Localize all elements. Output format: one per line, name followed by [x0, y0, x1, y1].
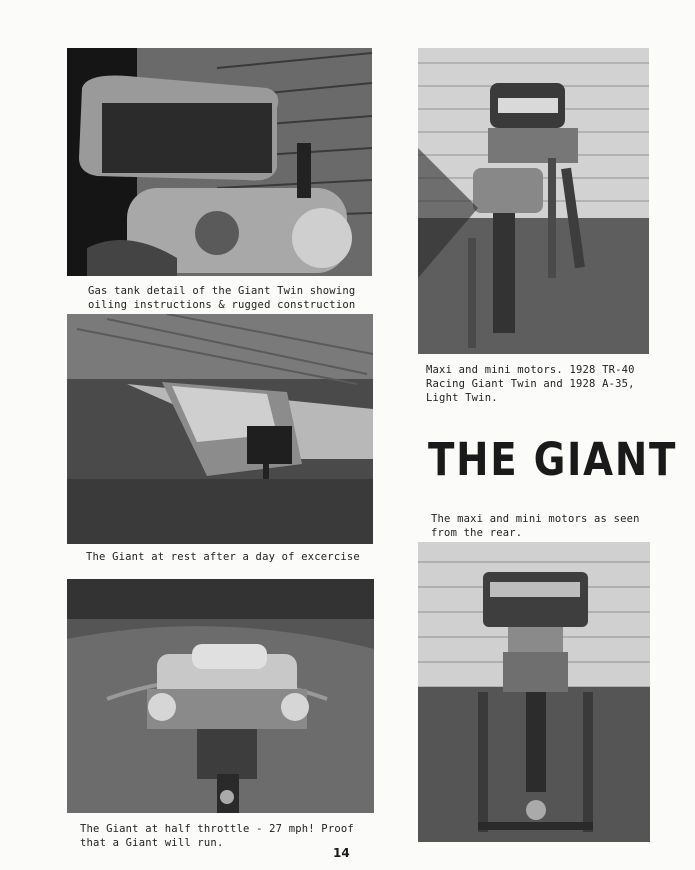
caption-line: The maxi and mini motors as seen: [431, 513, 640, 525]
caption-line: Light Twin.: [426, 392, 498, 404]
photo-gas-tank-detail: [67, 48, 372, 276]
caption-half-throttle: [80, 822, 354, 850]
page-number: 14: [333, 846, 350, 860]
page-headline: THE GIANT: [428, 433, 678, 486]
photo-giant-at-rest: [67, 314, 373, 544]
caption-line: Maxi and mini motors. 1928 TR-40: [426, 364, 635, 376]
photo-rear-view: [418, 542, 650, 842]
caption-at-rest: [86, 550, 360, 564]
caption-gas-tank: [88, 284, 355, 312]
caption-line: Gas tank detail of the Giant Twin showing: [88, 285, 356, 297]
caption-line: that a Giant will run.: [80, 837, 224, 849]
caption-line: The Giant at rest after a day of excercise: [86, 551, 360, 563]
photo-maxi-mini-motors: [418, 48, 649, 354]
caption-rear-view: [431, 512, 640, 540]
caption-maxi-mini: [426, 363, 635, 405]
caption-line: from the rear.: [431, 527, 523, 539]
photo-half-throttle: [67, 579, 374, 813]
caption-line: Racing Giant Twin and 1928 A-35,: [426, 378, 635, 390]
caption-line: oiling instructions & rugged construction: [88, 299, 356, 311]
caption-line: The Giant at half throttle - 27 mph! Proof: [80, 823, 354, 835]
